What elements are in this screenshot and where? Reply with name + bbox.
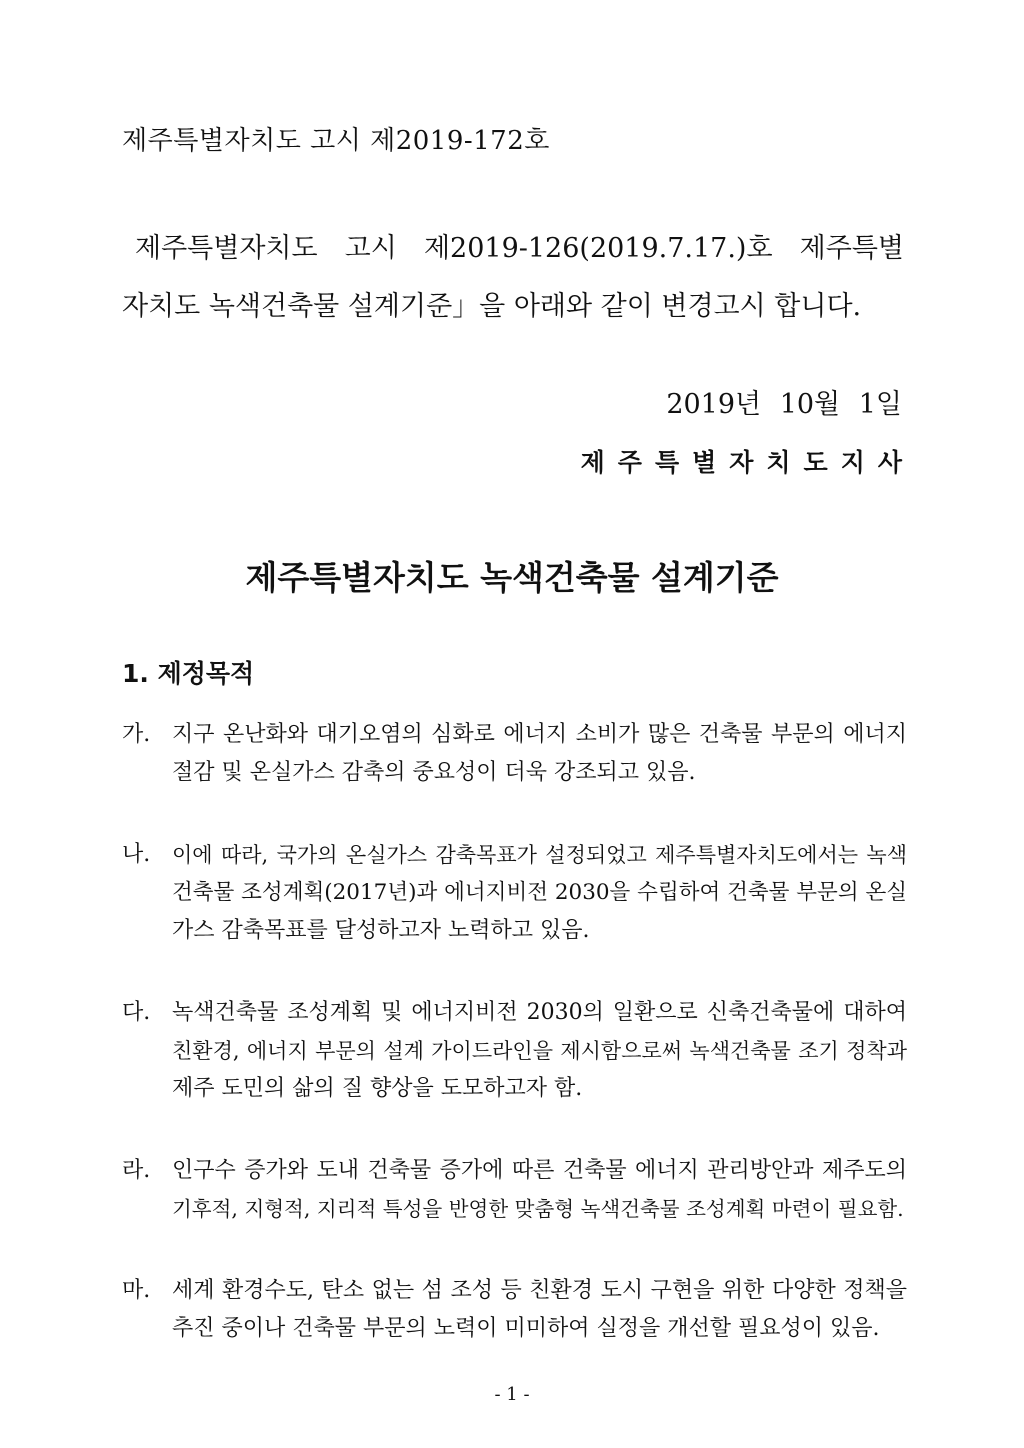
list-item-line: 제주 도민의 삶의 질 향상을 도모하고자 함. (172, 1076, 583, 1101)
notice-date: 2019년 10월 1일 (666, 389, 902, 420)
list-item-line: 세계 환경수도, 탄소 없는 섬 조성 등 친환경 도시 구현을 위한 다양한 정책을 (172, 1278, 907, 1303)
list-item (122, 1272, 907, 1348)
list-item (122, 716, 907, 792)
intro-paragraph (122, 220, 904, 336)
page-number: - 1 - (494, 1384, 530, 1405)
list-item-text (122, 1272, 907, 1348)
list-item-marker: 나. (122, 842, 151, 867)
list-item-marker: 다. (122, 1000, 151, 1025)
list-item-text (122, 836, 907, 950)
list-item-marker: 가. (122, 722, 151, 747)
list-item-text (122, 994, 907, 1108)
section-heading: 1. 제정목적 (122, 659, 255, 688)
notice-number: 제주특별자치도 고시 제2019-172호 (122, 126, 550, 156)
list-item (122, 836, 907, 950)
intro-line: 제주특별자치도 고시 제2019-126(2019.7.17.)호 제주특별 (135, 233, 904, 264)
list-item-line: 인구수 증가와 도내 건축물 증가에 따른 건축물 에너지 관리방안과 제주도의 (172, 1158, 907, 1183)
list-item-line: 건축물 조성계획(2017년)과 에너지비전 2030을 수립하여 건축물 부문의 온실 (172, 880, 907, 905)
intro-line: 자치도 녹색건축물 설계기준」을 아래와 같이 변경고시 합니다. (122, 291, 862, 322)
list-item (122, 994, 907, 1108)
list-item (122, 1152, 907, 1228)
list-item-text (122, 716, 907, 792)
list-item-line: 추진 중이나 건축물 부문의 노력이 미미하여 실정을 개선할 필요성이 있음. (172, 1316, 880, 1341)
list-item-line: 녹색건축물 조성계획 및 에너지비전 2030의 일환으로 신축건축물에 대하여 (172, 1000, 907, 1025)
list-item-line: 이에 따라, 국가의 온실가스 감축목표가 설정되었고 제주특별자치도에서는 녹색 (172, 843, 907, 867)
list-item-line: 지구 온난화와 대기오염의 심화로 에너지 소비가 많은 건축물 부문의 에너지 (172, 722, 907, 747)
document-title: 제주특별자치도 녹색건축물 설계기준 (245, 558, 779, 597)
list-item-line: 가스 감축목표를 달성하고자 노력하고 있음. (172, 918, 590, 943)
issuer-signature: 제주특별자치도지사 (580, 448, 915, 477)
list-item-text (122, 1152, 907, 1228)
purpose-list (122, 716, 907, 1392)
list-item-line: 친환경, 에너지 부문의 설계 가이드라인을 제시함으로써 녹색건축물 조기 정착과 (172, 1039, 907, 1063)
list-item-line: 기후적, 지형적, 지리적 특성을 반영한 맞춤형 녹색건축물 조성계획 마련이 필요함. (172, 1197, 904, 1221)
list-item-marker: 라. (122, 1158, 151, 1183)
list-item-line: 절감 및 온실가스 감축의 중요성이 더욱 강조되고 있음. (172, 760, 696, 785)
list-item-marker: 마. (122, 1278, 151, 1303)
